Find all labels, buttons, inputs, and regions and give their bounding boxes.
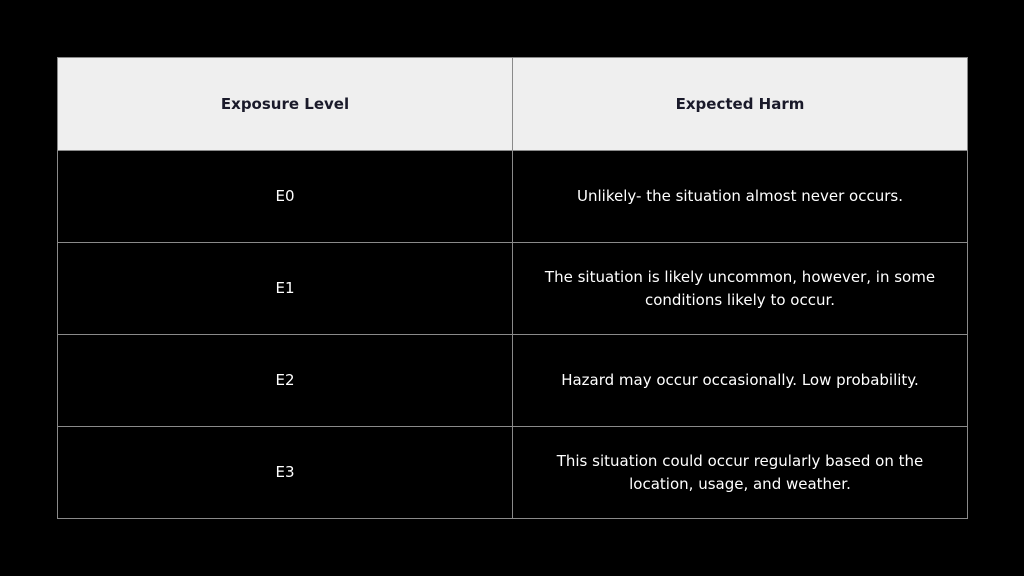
exposure-table-container (57, 57, 967, 519)
header-expected-harm: Expected Harm (513, 58, 968, 151)
expected-harm-cell: Hazard may occur occasionally. Low probability. (513, 335, 968, 427)
expected-harm-cell: The situation is likely uncommon, however, in some conditions likely to occur. (513, 243, 968, 335)
exposure-level-cell: E1 (58, 243, 513, 335)
exposure-table (57, 57, 968, 519)
table-row (58, 151, 968, 243)
expected-harm-cell: Unlikely- the situation almost never occurs. (513, 151, 968, 243)
table-header-row (58, 58, 968, 151)
exposure-level-cell: E2 (58, 335, 513, 427)
table-row (58, 335, 968, 427)
table-row (58, 243, 968, 335)
header-exposure-level: Exposure Level (58, 58, 513, 151)
exposure-level-cell: E3 (58, 427, 513, 519)
table-row (58, 427, 968, 519)
expected-harm-cell: This situation could occur regularly based on the location, usage, and weather. (513, 427, 968, 519)
exposure-level-cell: E0 (58, 151, 513, 243)
